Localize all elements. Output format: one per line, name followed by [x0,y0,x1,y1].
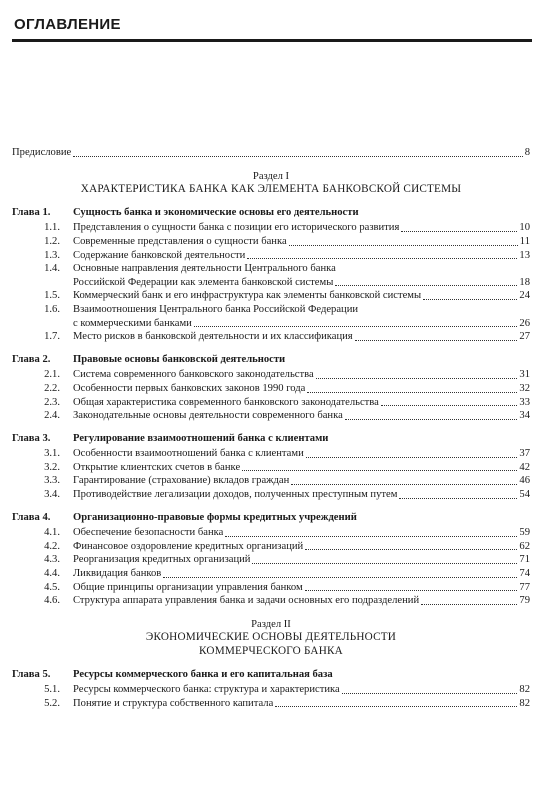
item-title: Законодательные основы деятельности современного банка [73,410,343,422]
item-title: Особенности взаимоотношений банка с клиентами [73,448,304,460]
toc-entry[interactable] [12,289,530,303]
item-title: Понятие и структура собственного капитала [73,697,274,709]
item-title: Противодействие легализации доходов, полученных преступным путем [73,489,398,501]
leader-dots [163,577,517,578]
leader-dots [305,549,517,550]
item-number: 4.1. [44,527,60,539]
section-title: КОММЕРЧЕСКОГО БАНКА [199,645,343,657]
toc-page-number: 42 [519,461,530,473]
toc-page-number: 59 [519,527,530,539]
toc-entry-text [12,474,289,488]
toc-page-number: 10 [519,222,530,234]
toc-entry-text [12,526,223,540]
item-number: 4.6. [44,595,60,607]
toc-entry-text [12,447,304,461]
item-title: Финансовое оздоровление кредитных организаций [73,540,304,552]
chapter-heading[interactable] [12,511,530,525]
item-number: 3.2. [44,461,60,473]
toc-entry-text [12,581,303,595]
item-number: 5.2. [44,697,60,709]
toc-page-number: 18 [519,276,530,288]
chapter-title: Сущность банка и экономические основы его деятельности [73,206,359,218]
toc-entry[interactable] [12,262,530,276]
toc-page-number: 46 [519,475,530,487]
toc-page-number: 34 [519,410,530,422]
toc-entry[interactable] [12,553,530,567]
toc-entry-text [12,697,273,711]
chapter-title: Ресурсы коммерческого банка и его капитальная база [73,668,333,680]
toc-page-number: 62 [519,540,530,552]
chapter-number: Глава 3. [12,432,51,444]
toc-page-number: 77 [519,581,530,593]
item-number: 4.4. [44,568,60,580]
chapter-number: Глава 1. [12,206,51,218]
page-title: ОГЛАВЛЕНИЕ [14,16,121,33]
toc-entry[interactable] [12,567,530,581]
toc-entry[interactable] [12,221,530,235]
item-title: Взаимоотношения Центрального банка Российской Федерации [73,303,359,315]
toc-entry-text [12,540,303,554]
chapter-number: Глава 4. [12,511,51,523]
toc-entry[interactable] [12,488,530,502]
item-number: 1.1. [44,222,60,234]
toc-entry-text [12,594,419,608]
toc-page-number: 79 [519,595,530,607]
item-title: с коммерческими банками [73,317,192,329]
toc-page-number: 31 [519,369,530,381]
chapter-title: Регулирование взаимоотношений банка с клиентами [73,432,329,444]
toc-entry[interactable] [12,317,530,331]
toc-entry[interactable] [12,581,530,595]
toc-entry-text [12,382,305,396]
toc-entry[interactable] [12,303,530,317]
section-title: ЭКОНОМИЧЕСКИЕ ОСНОВЫ ДЕЯТЕЛЬНОСТИ [145,631,397,644]
toc-entry[interactable] [12,683,530,697]
item-number: 5.1. [44,684,60,696]
chapter-heading[interactable] [12,353,530,367]
chapter-heading[interactable] [12,206,530,220]
toc-entry[interactable] [12,368,530,382]
toc-entry-text [12,683,340,697]
toc-entry-text [12,303,358,317]
toc-page-number: 33 [519,396,530,408]
leader-dots [73,156,522,157]
leader-dots [289,245,518,246]
leader-dots [247,258,517,259]
chapter-number: Глава 2. [12,353,51,365]
toc-entry-label: Предисловие [12,147,72,158]
item-number: 3.1. [44,448,60,460]
toc-page-number: 26 [519,317,530,329]
toc-page-number: 13 [519,249,530,261]
item-number: 1.4. [44,263,60,275]
toc-entry[interactable] [12,409,530,423]
toc-entry-text [12,262,336,276]
item-number: 2.1. [44,369,60,381]
item-number: 1.6. [44,303,60,315]
leader-dots [342,693,518,694]
toc-page-number: 82 [519,684,530,696]
item-number: 3.4. [44,489,60,501]
item-title: Содержание банковской деятельности [73,249,246,261]
item-title: Система современного банковского законодательства [73,369,314,381]
leader-dots [421,604,517,605]
toc-entry[interactable] [12,594,530,608]
section-label: Раздел II [251,618,291,630]
item-number: 1.3. [44,249,60,261]
chapter-heading[interactable] [12,432,530,446]
item-title: Основные направления деятельности Центрального банка [73,263,336,275]
item-number: 4.3. [44,554,60,566]
toc-entry[interactable] [12,447,530,461]
item-number: 1.2. [44,235,60,247]
toc-page-number: 82 [519,697,530,709]
leader-dots [345,419,518,420]
toc-entry-text [12,396,379,410]
toc-page-number: 74 [519,568,530,580]
item-title: Ресурсы коммерческого банка: структура и характеристика [73,684,340,696]
leader-dots [194,326,518,327]
toc-entry-text [12,368,314,382]
toc-entry-text [73,276,333,290]
toc-page-number: 8 [524,147,530,158]
item-title: Общие принципы организации управления банком [73,581,303,593]
leader-dots [252,563,517,564]
leader-dots [316,378,518,379]
toc-entry[interactable] [12,330,530,344]
toc-page-number: 37 [519,448,530,460]
toc-entry-text [12,553,250,567]
item-number: 2.4. [44,410,60,422]
toc-page-number: 32 [519,382,530,394]
item-title: Современные представления о сущности банка [73,235,287,247]
section-label: Раздел I [252,170,290,182]
leader-dots [291,484,517,485]
chapter-title: Правовые основы банковской деятельности [73,353,286,365]
chapter-heading[interactable] [12,668,530,682]
leader-dots [242,470,517,471]
item-title: Обеспечение безопасности банка [73,527,224,539]
toc-entry[interactable] [12,474,530,488]
leader-dots [306,457,518,458]
toc-entry[interactable] [12,276,530,290]
chapter-number: Глава 5. [12,668,51,680]
toc-entry[interactable] [12,461,530,475]
leader-dots [335,285,517,286]
leader-dots [275,706,517,707]
item-number: 2.2. [44,382,60,394]
item-number: 4.5. [44,581,60,593]
toc-entry[interactable] [12,235,530,249]
leader-dots [401,231,517,232]
toc-page-number: 24 [519,290,530,302]
toc-entry-text [12,221,399,235]
leader-dots [305,590,518,591]
item-number: 2.3. [44,396,60,408]
item-number: 4.2. [44,540,60,552]
toc-entry[interactable] [12,396,530,410]
leader-dots [423,299,517,300]
toc-entry-text [12,249,245,263]
header-rule [12,39,532,42]
toc-entry[interactable] [12,697,530,711]
item-title: Открытие клиентских счетов в банке [73,461,241,473]
toc-entry[interactable] [12,382,530,396]
item-title: Представления о сущности банка с позиции его исторического развития [73,222,400,234]
table-of-contents [12,146,530,710]
toc-entry[interactable] [12,526,530,540]
chapter-title: Организационно-правовые формы кредитных учреждений [73,511,357,523]
toc-entry-text [12,235,287,249]
item-title: Особенности первых банковских законов 1990 года [73,382,306,394]
leader-dots [225,536,517,537]
item-title: Общая характеристика современного банковского законодательства [73,396,379,408]
item-title: Место рисков в банковской деятельности и их классификация [73,331,353,343]
toc-entry-text [12,289,421,303]
leader-dots [355,340,518,341]
leader-dots [399,498,517,499]
item-title: Реорганизация кредитных организаций [73,554,251,566]
toc-entry-text [12,461,240,475]
item-number: 1.5. [44,290,60,302]
toc-entry-text [12,488,397,502]
item-title: Гарантирование (страхование) вкладов граждан [73,475,290,487]
toc-page-number: 27 [519,331,530,343]
item-title: Структура аппарата управления банка и задачи основных его подразделений [73,595,420,607]
toc-page-number: 71 [519,554,530,566]
item-title: Ликвидация банков [73,568,162,580]
toc-page-number: 11 [519,235,530,247]
toc-entry-text [12,567,161,581]
toc-entry[interactable] [12,540,530,554]
item-title: Российской Федерации как элемента банковской системы [73,276,334,288]
toc-page-number: 54 [519,489,530,501]
item-title: Коммерческий банк и его инфраструктура как элементы банковской системы [73,290,422,302]
toc-entry[interactable] [12,249,530,263]
section-title: ХАРАКТЕРИСТИКА БАНКА КАК ЭЛЕМЕНТА БАНКОВСКОЙ СИСТЕМЫ [80,183,462,196]
item-number: 3.3. [44,475,60,487]
toc-entry-text [12,330,353,344]
item-number: 1.7. [44,331,60,343]
toc-entry-text [73,317,192,331]
leader-dots [381,405,518,406]
toc-entry-preface[interactable] [12,146,530,160]
toc-entry-text [12,409,343,423]
leader-dots [307,392,517,393]
